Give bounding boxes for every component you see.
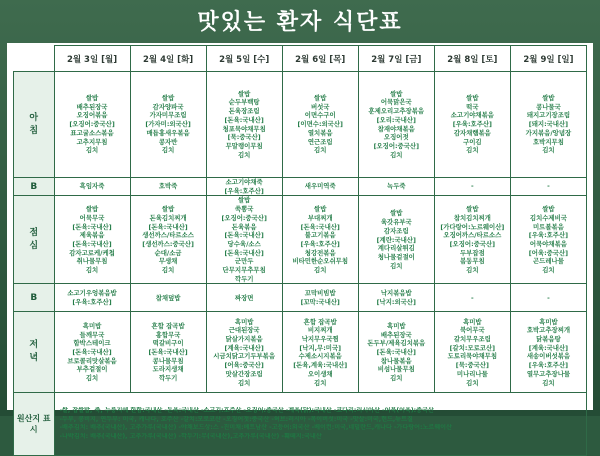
meal-label-char: 저 (29, 340, 39, 351)
meal-row (14, 196, 587, 284)
menu-item: 김치 (237, 150, 251, 159)
menu-item: [가다랑어:노르웨이산] (440, 222, 505, 231)
meal-label-char: 심 (29, 240, 39, 251)
menu-cell (358, 284, 434, 312)
menu-cell (54, 312, 130, 393)
menu-item: [가자미:외국산] (145, 120, 191, 129)
menu-item: [돈육:국내산] (148, 348, 188, 357)
menu-item: [묵:중국산] (455, 361, 489, 370)
menu-item: 구이김 (463, 137, 482, 146)
menu-item: 쌀밥 (390, 209, 403, 218)
meal-label-char: B (30, 292, 38, 303)
menu-item: 떡갈비구이 (152, 339, 184, 348)
menu-cell (510, 72, 586, 178)
menu-item: 단무지무추무침 (222, 266, 266, 275)
menu-item: 청나물겉절이 (377, 252, 415, 261)
meal-label-char: 침 (29, 125, 39, 136)
menu-item: 청강전볶음 (304, 248, 336, 257)
meal-label-char: 녁 (29, 353, 39, 364)
menu-item: 이면수구이 (304, 111, 336, 120)
menu-cell (510, 196, 586, 284)
menu-item: 참재야채볶음 (377, 124, 415, 133)
menu-item: 훈제오리고추장볶음 (368, 107, 425, 116)
menu-item: [생선까스:중국산] (142, 239, 194, 248)
menu-item: - (471, 182, 474, 191)
origin-line: -쌀, 잡쌀밥, 죽, 누룽지에 한함:국내산 -돈육:국내산 -소고기:호주산 -오징어:중국산 -계육(닭):국내산 -코다리:러시아산 -어묵(어육):중국산 (59, 407, 434, 415)
menu-item: 흑미밥 (463, 317, 482, 326)
menu-item: 시금치닭고기두부볶음 (213, 352, 276, 361)
menu-item: [꼬막:국내산] (300, 297, 340, 306)
menu-cell (282, 72, 358, 178)
menu-item: 쌀밥 (466, 94, 479, 103)
menu-item: 근대된장국 (228, 326, 260, 335)
menu-item: 김치 (85, 266, 99, 275)
menu-item: 호박고추장찌개 (526, 326, 571, 335)
menu-cell (434, 312, 510, 393)
menu-item: 쌀밥 (314, 205, 327, 214)
menu-item: 어묵야채볶음 (529, 239, 567, 248)
menu-item: 두부잡점 (459, 248, 485, 257)
day-header: 2월 6일 [목] (282, 46, 358, 72)
menu-item: 닭살가지볶음 (225, 335, 263, 344)
menu-item: 감자조림 (383, 226, 409, 235)
menu-item: [어육:중국산] (528, 248, 569, 257)
menu-item: 김치 (314, 146, 327, 155)
menu-item: 콩나물국 (536, 102, 561, 111)
menu-item: 봄동무침 (459, 257, 485, 266)
menu-cell (282, 312, 358, 393)
menu-item: [우육:호주산] (528, 231, 569, 240)
menu-item: 소고기우엉볶음밥 (67, 289, 117, 298)
menu-item: 쌀밥 (237, 196, 251, 205)
meal-row (14, 284, 587, 312)
meal-label (14, 312, 55, 393)
menu-cell (510, 178, 586, 196)
menu-cell (130, 178, 206, 196)
menu-item: [계육:국내산] (224, 343, 264, 352)
menu-item: 새우미역죽 (304, 182, 336, 191)
menu-item: - (547, 293, 550, 302)
menu-item: 무말랭이무침 (225, 141, 263, 150)
menu-item: 김치 (542, 146, 555, 155)
menu-item: 쌀밥 (85, 94, 99, 103)
menu-cell (434, 72, 510, 178)
menu-table (13, 45, 587, 456)
menu-cell (130, 196, 206, 284)
menu-item: [묵:중국산] (227, 133, 261, 142)
meal-label-char: B (30, 181, 38, 192)
menu-item: 갈치무우조림 (453, 335, 491, 344)
menu-item: [돈육:국내산] (376, 348, 416, 357)
menu-item: 김치 (237, 378, 251, 387)
menu-item: 소고기야채죽 (225, 178, 263, 186)
menu-item: 들깨무국 (79, 330, 105, 339)
menu-item: 김치 (466, 146, 479, 155)
menu-item: [돈육:국내산] (148, 222, 188, 231)
menu-item: 꼬막비빔밥 (304, 289, 336, 298)
menu-item: 홍합무국 (155, 330, 181, 339)
origin-row (14, 393, 587, 456)
menu-item: 수제소시지볶음 (298, 352, 342, 361)
menu-item: 김치 (314, 378, 327, 387)
menu-item: 호박죽 (158, 182, 178, 191)
menu-item: [오리:국내산] (376, 115, 416, 124)
day-header: 2월 8일 [토] (434, 46, 510, 72)
menu-item: 흑미밥 (387, 321, 406, 330)
menu-item: [우육:호주산] (72, 297, 112, 306)
menu-item: [이면수:외국산] (297, 120, 343, 129)
menu-cell (130, 284, 206, 312)
menu-item: 어묵무국 (79, 213, 105, 222)
menu-cell (206, 196, 282, 284)
menu-item: [돈육,계육:국내산] (293, 361, 348, 370)
menu-cell (358, 72, 434, 178)
menu-item: 깍두기 (234, 274, 254, 283)
menu-item: 김치 (466, 266, 479, 275)
meal-row (14, 178, 587, 196)
menu-item: 콩나물무침 (152, 356, 184, 365)
meal-label (14, 196, 55, 284)
menu-item: 오징어까스/타르소스 (443, 231, 502, 240)
menu-item: [계육:국내산] (528, 343, 569, 352)
meal-row (14, 312, 587, 393)
menu-item: 김치수제비국 (529, 213, 567, 222)
menu-item: [오징어:중국산] (221, 213, 267, 222)
menu-item: 김치 (542, 266, 555, 275)
menu-item: 쌀밥 (237, 89, 251, 98)
menu-item: [돈육:국내산] (224, 248, 264, 257)
menu-item: [우육:호주산] (300, 239, 340, 248)
menu-item: 고추지무침 (76, 137, 108, 146)
menu-item: 녹두죽 (387, 182, 406, 191)
menu-item: 어묵맑은국 (380, 98, 412, 107)
menu-item: 부추겉절이 (76, 365, 108, 374)
menu-item: [돈육:국내산] (300, 222, 340, 231)
menu-item: [우육:호주산] (452, 120, 492, 129)
day-header: 2월 7일 [금] (358, 46, 434, 72)
menu-item: 참채덮밥 (155, 293, 181, 302)
menu-item: 흑미밥 (82, 321, 102, 330)
header-row (14, 46, 587, 72)
menu-item: 김치 (390, 261, 403, 270)
menu-cell (54, 72, 130, 178)
page-title: 맛있는 환자 식단표 (197, 10, 403, 35)
menu-item: [오징어:중국산] (373, 141, 419, 150)
menu-item: 함박스테이크 (73, 339, 111, 348)
menu-item: 돈육장조림 (228, 107, 260, 116)
menu-cell (130, 72, 206, 178)
menu-cell (434, 196, 510, 284)
menu-item: - (471, 293, 474, 302)
menu-item: 북어무국 (459, 326, 485, 335)
origin-line: -배추김치: 배추(국내산), 고추가루(국내산) -야채보드상:스 -진미채:베트남산 -고등어:외국산 -베이컨:미국,네덜란드,캐나다 -가다랑어:노르웨이산 (59, 424, 452, 432)
menu-item: 순대/소금 (154, 248, 182, 257)
menu-cell (510, 284, 586, 312)
menu-item: 감자고로케/케첩 (69, 248, 115, 257)
menu-item: 브로콜리맛살볶음 (67, 356, 117, 365)
menu-item: 낙지볶음밥 (380, 289, 412, 298)
menu-item: - (547, 182, 550, 191)
menu-item: 맛살간장조림 (225, 369, 263, 378)
menu-item: 열치볶음 (307, 128, 333, 137)
menu-cell (358, 312, 434, 393)
origin-label: 원산지 표시 (14, 393, 55, 456)
menu-item: 가자미무조림 (149, 111, 187, 120)
menu-item: 김치 (542, 378, 555, 387)
menu-item: 쑥뽕국 (234, 205, 254, 214)
menu-item: 제육볶음 (79, 231, 105, 240)
menu-item: 새송이버섯볶음 (526, 352, 571, 361)
menu-item: [돈육:국내산] (224, 115, 264, 124)
menu-item: [어육:중국산] (224, 361, 264, 370)
menu-item: 버섯국 (310, 102, 330, 111)
menu-item: 호박지무침 (533, 137, 564, 146)
menu-cell (206, 284, 282, 312)
menu-item: 흔합 잡곡밥 (151, 321, 185, 330)
menu-item: 청포묵야채무침 (222, 124, 266, 133)
menu-item: 배추된장국 (380, 330, 412, 339)
menu-item: 취나물무침 (76, 257, 108, 266)
menu-item: 매듭홍새우볶음 (146, 128, 190, 137)
menu-item: 김치 (466, 378, 479, 387)
menu-item: 군만두 (234, 257, 254, 266)
menu-cell (282, 284, 358, 312)
menu-item: 돈육볶음 (231, 222, 257, 231)
menu-item: 오이생채 (307, 369, 333, 378)
menu-item: 부대찌개 (307, 213, 333, 222)
menu-item: 참나물볶음 (380, 356, 412, 365)
day-header: 2월 3일 [월] (54, 46, 130, 72)
day-header: 2월 9일 [일] (510, 46, 586, 72)
menu-item: 떡국 (466, 102, 479, 111)
menu-item: [오징어:중국산] (449, 239, 496, 248)
menu-item: 계다리살튀김 (377, 244, 415, 253)
menu-item: [우육:호주산] (528, 361, 569, 370)
menu-item: [돈육:국내산] (224, 231, 264, 240)
menu-item: [돈육:국내산] (72, 348, 112, 357)
menu-item: 닭볶음탕 (536, 335, 561, 344)
menu-item: 생선까스/타르소스 (142, 231, 194, 240)
menu-item: 콩자반 (158, 137, 178, 146)
menu-cell (206, 178, 282, 196)
menu-item: 육갓유부국 (380, 218, 412, 227)
menu-item: 소고기야채볶음 (450, 111, 494, 120)
menu-sheet (7, 43, 593, 441)
menu-item: 김치 (161, 266, 175, 275)
menu-item: 쌀밥 (314, 94, 327, 103)
menu-cell (54, 196, 130, 284)
menu-item: [계란:국내산] (376, 235, 416, 244)
menu-cell (358, 196, 434, 284)
menu-item: 배추된장국 (76, 102, 108, 111)
menu-item: 김치 (161, 146, 175, 155)
menu-item: 돈두부/제육김치볶음 (367, 339, 426, 348)
menu-item: 깍두기 (158, 374, 178, 383)
menu-item: 쌀밥 (542, 205, 555, 214)
menu-item: 오징어볶음 (76, 111, 108, 120)
menu-item: 돈육김치찌개 (149, 213, 187, 222)
meal-label (14, 284, 55, 312)
menu-item: 미트볼볶음 (533, 222, 564, 231)
menu-item: 열무고추장나물 (526, 369, 571, 378)
origin-text (54, 393, 587, 456)
menu-item: [돈육:국내산] (72, 239, 112, 248)
menu-item: 흑미밥 (234, 317, 254, 326)
menu-item: 곤드레나물 (533, 257, 564, 266)
menu-item: 쌀밥 (542, 94, 555, 103)
meal-label (14, 178, 55, 196)
menu-item: 돼지고기장조림 (526, 111, 571, 120)
menu-item: 낙지무우국찜 (301, 335, 339, 344)
menu-item: 가지볶음/앙념장 (525, 128, 572, 137)
menu-item: 감자채햄볶음 (453, 128, 491, 137)
origin-line: -두부, 콩비지, 연두부: 미국, 캐나다, 호주산 -갈치:모로코산 -오징어젓:중국산 -허브:러시아 -목이버섯:미국 -맛살:미국,헌드,뉴트질 (59, 415, 413, 423)
origin-line: -나박김치: 배추(국내산), 고추가루(국내산) -깍두기:무(국내산),고추가루(국내산) -훼떼지:국내산 (59, 433, 322, 441)
menu-item: 쌀밥 (390, 89, 403, 98)
menu-item: 순두부백탕 (228, 98, 260, 107)
menu-cell (282, 178, 358, 196)
menu-item: [낙지:외국산] (376, 297, 416, 306)
menu-item: 연근조림 (307, 137, 333, 146)
menu-item: 미나리나물 (456, 369, 488, 378)
menu-item: 김치 (314, 266, 327, 275)
menu-cell (358, 178, 434, 196)
menu-item: 쌀밥 (466, 205, 479, 214)
menu-cell (282, 196, 358, 284)
menu-item: [우육:호주산] (224, 186, 264, 195)
menu-item: 쌀밥 (161, 94, 175, 103)
menu-cell (206, 72, 282, 178)
menu-item: 비섬나물무침 (377, 365, 415, 374)
menu-item: 흑임자죽 (79, 182, 105, 191)
menu-item: 감자양파국 (152, 102, 184, 111)
menu-item: 김치 (390, 150, 403, 159)
menu-item: [낙지,무:미국] (299, 343, 342, 352)
menu-item: 짜장면 (234, 293, 254, 302)
menu-cell (434, 284, 510, 312)
menu-item: [돼지:국내산] (528, 120, 569, 129)
day-header: 2월 4일 [화] (130, 46, 206, 72)
menu-item: 김치 (85, 374, 99, 383)
meal-label-char: 아 (29, 112, 39, 123)
menu-item: [오징어:중국산] (69, 120, 115, 129)
meal-label-char: 점 (29, 227, 39, 238)
menu-cell (54, 178, 130, 196)
menu-item: 당수육/소스 (227, 239, 261, 248)
menu-cell (130, 312, 206, 393)
day-header: 2월 5일 [수] (206, 46, 282, 72)
menu-item: 오징어젓 (383, 133, 409, 142)
menu-item: 흔합 잡곡밥 (303, 317, 337, 326)
menu-item: 표고굴소스볶음 (70, 128, 114, 137)
menu-item: 김치 (85, 146, 99, 155)
meal-label (14, 72, 55, 178)
menu-item: 김치 (390, 374, 403, 383)
menu-item: 흑미밥 (539, 317, 558, 326)
menu-item: [갈치:모로코산] (449, 343, 496, 352)
menu-cell (510, 312, 586, 393)
menu-item: 무생채 (158, 257, 178, 266)
menu-item: [돈육:국내산] (72, 222, 112, 231)
menu-item: 도라지생채 (152, 365, 184, 374)
menu-cell (434, 178, 510, 196)
menu-item: 쌀밥 (161, 205, 175, 214)
menu-item: 쌀밥 (85, 205, 99, 214)
menu-item: 불고기볶음 (304, 231, 336, 240)
header-corner (14, 46, 55, 72)
menu-item: 비지찌개 (307, 326, 333, 335)
meal-row (14, 72, 587, 178)
menu-cell (54, 284, 130, 312)
menu-cell (206, 312, 282, 393)
menu-item: 도토리묵야채무침 (447, 352, 498, 361)
menu-item: 비타민한순오쉬무침 (292, 257, 348, 266)
menu-item: 참치김치찌개 (453, 213, 491, 222)
